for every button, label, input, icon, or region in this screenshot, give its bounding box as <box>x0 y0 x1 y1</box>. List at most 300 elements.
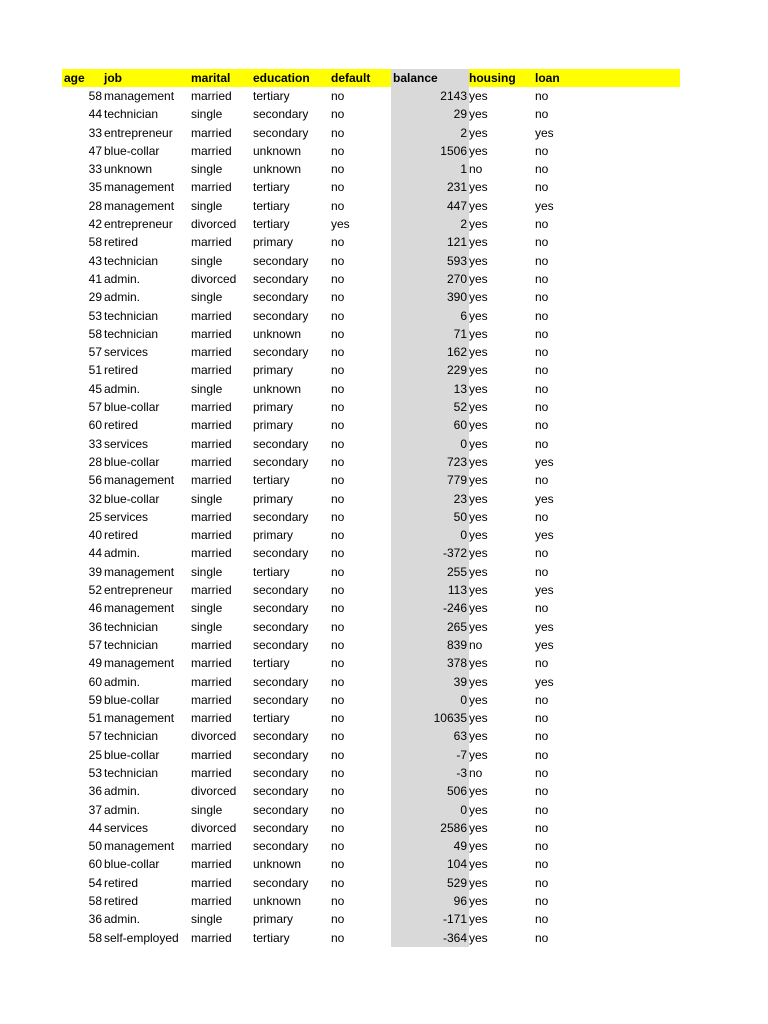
job-cell[interactable]: technician <box>104 308 159 323</box>
marital-cell[interactable]: single <box>191 601 223 616</box>
balance-cell[interactable]: 447 <box>391 197 469 215</box>
header-default[interactable]: default <box>331 71 371 85</box>
housing-cell[interactable]: yes <box>469 930 488 945</box>
default-cell[interactable]: no <box>331 894 345 909</box>
marital-cell[interactable]: divorced <box>191 217 237 232</box>
job-cell[interactable]: admin. <box>104 546 141 561</box>
marital-cell[interactable]: single <box>191 381 223 396</box>
loan-cell[interactable]: no <box>535 912 549 927</box>
job-cell[interactable]: management <box>104 198 175 213</box>
loan-cell[interactable]: yes <box>535 198 554 213</box>
loan-cell[interactable]: yes <box>535 637 554 652</box>
loan-cell[interactable]: no <box>535 802 549 817</box>
education-cell[interactable]: tertiary <box>253 473 290 488</box>
default-cell[interactable]: no <box>331 89 345 103</box>
age-cell[interactable]: 35 <box>88 180 102 195</box>
age-cell[interactable]: 36 <box>88 912 102 927</box>
job-cell[interactable]: retired <box>104 418 139 433</box>
default-cell[interactable]: no <box>331 546 345 561</box>
age-cell[interactable]: 33 <box>88 162 102 177</box>
education-cell[interactable]: secondary <box>253 802 309 817</box>
housing-cell[interactable]: yes <box>469 418 488 433</box>
housing-cell[interactable]: yes <box>469 509 488 524</box>
loan-cell[interactable]: yes <box>535 619 554 634</box>
job-cell[interactable]: blue-collar <box>104 692 160 707</box>
housing-cell[interactable]: yes <box>469 473 488 488</box>
job-cell[interactable]: entrepreneur <box>104 125 173 140</box>
education-cell[interactable]: tertiary <box>253 180 290 195</box>
marital-cell[interactable]: married <box>191 674 232 689</box>
housing-cell[interactable]: yes <box>469 363 488 378</box>
housing-cell[interactable]: yes <box>469 894 488 909</box>
education-cell[interactable]: secondary <box>253 125 309 140</box>
job-cell[interactable]: entrepreneur <box>104 583 173 598</box>
loan-cell[interactable]: no <box>535 308 549 323</box>
marital-cell[interactable]: single <box>191 107 223 122</box>
balance-cell[interactable]: 39 <box>391 673 469 691</box>
housing-cell[interactable]: yes <box>469 436 488 451</box>
default-cell[interactable]: no <box>331 820 345 835</box>
education-cell[interactable]: primary <box>253 418 294 433</box>
education-cell[interactable]: tertiary <box>253 198 290 213</box>
balance-cell[interactable]: -372 <box>391 544 469 562</box>
header-balance[interactable]: balance <box>391 69 469 87</box>
age-cell[interactable]: 40 <box>88 528 102 543</box>
balance-cell[interactable]: 231 <box>391 178 469 196</box>
default-cell[interactable]: no <box>331 784 345 799</box>
default-cell[interactable]: no <box>331 583 345 598</box>
age-cell[interactable]: 32 <box>88 491 102 506</box>
loan-cell[interactable]: no <box>535 546 549 561</box>
loan-cell[interactable]: yes <box>535 583 554 598</box>
education-cell[interactable]: secondary <box>253 583 309 598</box>
education-cell[interactable]: unknown <box>253 381 302 396</box>
job-cell[interactable]: technician <box>104 729 159 744</box>
marital-cell[interactable]: married <box>191 473 232 488</box>
job-cell[interactable]: retired <box>104 894 139 909</box>
balance-cell[interactable]: 71 <box>391 325 469 343</box>
housing-cell[interactable]: yes <box>469 839 488 854</box>
education-cell[interactable]: secondary <box>253 820 309 835</box>
job-cell[interactable]: retired <box>104 875 139 890</box>
housing-cell[interactable]: yes <box>469 381 488 396</box>
education-cell[interactable]: secondary <box>253 345 309 360</box>
marital-cell[interactable]: married <box>191 637 232 652</box>
education-cell[interactable]: secondary <box>253 546 309 561</box>
loan-cell[interactable]: no <box>535 162 549 177</box>
job-cell[interactable]: management <box>104 839 175 854</box>
loan-cell[interactable]: no <box>535 509 549 524</box>
education-cell[interactable]: secondary <box>253 839 309 854</box>
default-cell[interactable]: no <box>331 930 345 945</box>
job-cell[interactable]: management <box>104 473 175 488</box>
default-cell[interactable]: no <box>331 345 345 360</box>
job-cell[interactable]: technician <box>104 107 159 122</box>
job-cell[interactable]: services <box>104 436 149 451</box>
education-cell[interactable]: unknown <box>253 143 302 158</box>
education-cell[interactable]: secondary <box>253 271 309 286</box>
default-cell[interactable]: no <box>331 454 345 469</box>
age-cell[interactable]: 50 <box>88 839 102 854</box>
housing-cell[interactable]: yes <box>469 564 488 579</box>
balance-cell[interactable]: 52 <box>391 398 469 416</box>
default-cell[interactable]: no <box>331 637 345 652</box>
education-cell[interactable]: secondary <box>253 253 309 268</box>
loan-cell[interactable]: no <box>535 711 549 726</box>
age-cell[interactable]: 54 <box>88 875 102 890</box>
job-cell[interactable]: management <box>104 180 175 195</box>
job-cell[interactable]: blue-collar <box>104 400 160 415</box>
housing-cell[interactable]: yes <box>469 180 488 195</box>
housing-cell[interactable]: yes <box>469 656 488 671</box>
age-cell[interactable]: 53 <box>88 308 102 323</box>
marital-cell[interactable]: married <box>191 180 232 195</box>
job-cell[interactable]: management <box>104 89 175 103</box>
job-cell[interactable]: admin. <box>104 674 141 689</box>
housing-cell[interactable]: yes <box>469 253 488 268</box>
balance-cell[interactable]: -246 <box>391 599 469 617</box>
loan-cell[interactable]: no <box>535 692 549 707</box>
balance-cell[interactable]: 96 <box>391 892 469 910</box>
marital-cell[interactable]: married <box>191 528 232 543</box>
default-cell[interactable]: no <box>331 711 345 726</box>
age-cell[interactable]: 51 <box>88 363 102 378</box>
default-cell[interactable]: yes <box>331 217 350 232</box>
default-cell[interactable]: no <box>331 253 345 268</box>
age-cell[interactable]: 58 <box>88 326 102 341</box>
age-cell[interactable]: 57 <box>88 729 102 744</box>
housing-cell[interactable]: yes <box>469 400 488 415</box>
education-cell[interactable]: primary <box>253 528 294 543</box>
job-cell[interactable]: blue-collar <box>104 491 160 506</box>
age-cell[interactable]: 59 <box>88 692 102 707</box>
loan-cell[interactable]: no <box>535 180 549 195</box>
housing-cell[interactable]: no <box>469 765 483 780</box>
header-education[interactable]: education <box>253 71 310 85</box>
default-cell[interactable]: no <box>331 162 345 177</box>
balance-cell[interactable]: 104 <box>391 855 469 873</box>
header-job[interactable]: job <box>104 71 122 85</box>
marital-cell[interactable]: single <box>191 198 223 213</box>
marital-cell[interactable]: married <box>191 326 232 341</box>
housing-cell[interactable]: yes <box>469 125 488 140</box>
balance-cell[interactable]: 529 <box>391 874 469 892</box>
default-cell[interactable]: no <box>331 765 345 780</box>
loan-cell[interactable]: no <box>535 839 549 854</box>
loan-cell[interactable]: no <box>535 418 549 433</box>
job-cell[interactable]: services <box>104 509 149 524</box>
loan-cell[interactable]: no <box>535 345 549 360</box>
default-cell[interactable]: no <box>331 180 345 195</box>
job-cell[interactable]: blue-collar <box>104 454 160 469</box>
job-cell[interactable]: admin. <box>104 381 141 396</box>
age-cell[interactable]: 25 <box>88 747 102 762</box>
housing-cell[interactable]: yes <box>469 692 488 707</box>
balance-cell[interactable]: 162 <box>391 343 469 361</box>
loan-cell[interactable]: no <box>535 857 549 872</box>
loan-cell[interactable]: yes <box>535 454 554 469</box>
default-cell[interactable]: no <box>331 528 345 543</box>
age-cell[interactable]: 57 <box>88 400 102 415</box>
loan-cell[interactable]: no <box>535 765 549 780</box>
age-cell[interactable]: 29 <box>88 290 102 305</box>
age-cell[interactable]: 60 <box>88 857 102 872</box>
job-cell[interactable]: entrepreneur <box>104 217 173 232</box>
age-cell[interactable]: 47 <box>88 143 102 158</box>
job-cell[interactable]: technician <box>104 765 159 780</box>
housing-cell[interactable]: yes <box>469 802 488 817</box>
housing-cell[interactable]: no <box>469 637 483 652</box>
marital-cell[interactable]: married <box>191 857 232 872</box>
loan-cell[interactable]: no <box>535 564 549 579</box>
marital-cell[interactable]: single <box>191 619 223 634</box>
balance-cell[interactable]: 506 <box>391 782 469 800</box>
age-cell[interactable]: 33 <box>88 125 102 140</box>
balance-cell[interactable]: 1506 <box>391 142 469 160</box>
housing-cell[interactable]: no <box>469 162 483 177</box>
loan-cell[interactable]: no <box>535 875 549 890</box>
housing-cell[interactable]: yes <box>469 546 488 561</box>
job-cell[interactable]: blue-collar <box>104 143 160 158</box>
age-cell[interactable]: 25 <box>88 509 102 524</box>
default-cell[interactable]: no <box>331 912 345 927</box>
default-cell[interactable]: no <box>331 198 345 213</box>
default-cell[interactable]: no <box>331 619 345 634</box>
balance-cell[interactable]: 0 <box>391 691 469 709</box>
loan-cell[interactable]: no <box>535 784 549 799</box>
marital-cell[interactable]: married <box>191 656 232 671</box>
loan-cell[interactable]: no <box>535 400 549 415</box>
age-cell[interactable]: 58 <box>88 235 102 250</box>
marital-cell[interactable]: married <box>191 546 232 561</box>
marital-cell[interactable]: single <box>191 162 223 177</box>
balance-cell[interactable]: 63 <box>391 727 469 745</box>
housing-cell[interactable]: yes <box>469 454 488 469</box>
balance-cell[interactable]: 0 <box>391 435 469 453</box>
marital-cell[interactable]: married <box>191 875 232 890</box>
balance-cell[interactable]: 23 <box>391 490 469 508</box>
header-marital[interactable]: marital <box>191 71 231 85</box>
marital-cell[interactable]: single <box>191 491 223 506</box>
job-cell[interactable]: management <box>104 564 175 579</box>
marital-cell[interactable]: divorced <box>191 784 237 799</box>
marital-cell[interactable]: married <box>191 509 232 524</box>
housing-cell[interactable]: yes <box>469 235 488 250</box>
education-cell[interactable]: secondary <box>253 308 309 323</box>
balance-cell[interactable]: 29 <box>391 105 469 123</box>
balance-cell[interactable]: 0 <box>391 801 469 819</box>
balance-cell[interactable]: 10635 <box>391 709 469 727</box>
housing-cell[interactable]: yes <box>469 308 488 323</box>
job-cell[interactable]: management <box>104 711 175 726</box>
loan-cell[interactable]: no <box>535 143 549 158</box>
marital-cell[interactable]: married <box>191 454 232 469</box>
loan-cell[interactable]: yes <box>535 491 554 506</box>
age-cell[interactable]: 42 <box>88 217 102 232</box>
education-cell[interactable]: tertiary <box>253 930 290 945</box>
default-cell[interactable]: no <box>331 656 345 671</box>
housing-cell[interactable]: yes <box>469 784 488 799</box>
balance-cell[interactable]: 390 <box>391 288 469 306</box>
job-cell[interactable]: services <box>104 345 149 360</box>
housing-cell[interactable]: yes <box>469 747 488 762</box>
marital-cell[interactable]: divorced <box>191 271 237 286</box>
education-cell[interactable]: tertiary <box>253 564 290 579</box>
default-cell[interactable]: no <box>331 875 345 890</box>
loan-cell[interactable]: no <box>535 729 549 744</box>
age-cell[interactable]: 33 <box>88 436 102 451</box>
housing-cell[interactable]: yes <box>469 528 488 543</box>
housing-cell[interactable]: yes <box>469 912 488 927</box>
marital-cell[interactable]: single <box>191 290 223 305</box>
age-cell[interactable]: 58 <box>88 89 102 103</box>
default-cell[interactable]: no <box>331 143 345 158</box>
balance-cell[interactable]: -171 <box>391 910 469 928</box>
loan-cell[interactable]: no <box>535 290 549 305</box>
loan-cell[interactable]: no <box>535 381 549 396</box>
default-cell[interactable]: no <box>331 271 345 286</box>
age-cell[interactable]: 37 <box>88 802 102 817</box>
age-cell[interactable]: 58 <box>88 930 102 945</box>
balance-cell[interactable]: 2 <box>391 215 469 233</box>
age-cell[interactable]: 36 <box>88 784 102 799</box>
housing-cell[interactable]: yes <box>469 217 488 232</box>
loan-cell[interactable]: no <box>535 930 549 945</box>
balance-cell[interactable]: 270 <box>391 270 469 288</box>
education-cell[interactable]: tertiary <box>253 217 290 232</box>
education-cell[interactable]: secondary <box>253 619 309 634</box>
balance-cell[interactable]: 60 <box>391 416 469 434</box>
marital-cell[interactable]: married <box>191 765 232 780</box>
job-cell[interactable]: technician <box>104 619 159 634</box>
marital-cell[interactable]: married <box>191 692 232 707</box>
default-cell[interactable]: no <box>331 381 345 396</box>
education-cell[interactable]: secondary <box>253 747 309 762</box>
balance-cell[interactable]: 229 <box>391 361 469 379</box>
loan-cell[interactable]: no <box>535 473 549 488</box>
marital-cell[interactable]: married <box>191 345 232 360</box>
balance-cell[interactable]: 779 <box>391 471 469 489</box>
loan-cell[interactable]: no <box>535 271 549 286</box>
job-cell[interactable]: unknown <box>104 162 153 177</box>
job-cell[interactable]: technician <box>104 253 159 268</box>
balance-cell[interactable]: 723 <box>391 453 469 471</box>
job-cell[interactable]: blue-collar <box>104 747 160 762</box>
marital-cell[interactable]: single <box>191 564 223 579</box>
education-cell[interactable]: secondary <box>253 436 309 451</box>
balance-cell[interactable]: 2143 <box>391 87 469 105</box>
default-cell[interactable]: no <box>331 729 345 744</box>
job-cell[interactable]: management <box>104 656 175 671</box>
education-cell[interactable]: primary <box>253 363 294 378</box>
marital-cell[interactable]: married <box>191 894 232 909</box>
age-cell[interactable]: 43 <box>88 253 102 268</box>
default-cell[interactable]: no <box>331 601 345 616</box>
default-cell[interactable]: no <box>331 674 345 689</box>
marital-cell[interactable]: married <box>191 235 232 250</box>
loan-cell[interactable]: no <box>535 253 549 268</box>
education-cell[interactable]: secondary <box>253 107 309 122</box>
education-cell[interactable]: secondary <box>253 637 309 652</box>
education-cell[interactable]: secondary <box>253 729 309 744</box>
balance-cell[interactable]: 1 <box>391 160 469 178</box>
loan-cell[interactable]: no <box>535 820 549 835</box>
balance-cell[interactable]: 2586 <box>391 819 469 837</box>
default-cell[interactable]: no <box>331 308 345 323</box>
balance-cell[interactable]: 121 <box>391 233 469 251</box>
housing-cell[interactable]: yes <box>469 271 488 286</box>
loan-cell[interactable]: no <box>535 89 549 103</box>
balance-cell[interactable]: 378 <box>391 654 469 672</box>
default-cell[interactable]: no <box>331 290 345 305</box>
education-cell[interactable]: secondary <box>253 601 309 616</box>
marital-cell[interactable]: married <box>191 125 232 140</box>
balance-cell[interactable]: 593 <box>391 252 469 270</box>
loan-cell[interactable]: yes <box>535 674 554 689</box>
marital-cell[interactable]: single <box>191 802 223 817</box>
age-cell[interactable]: 60 <box>88 418 102 433</box>
housing-cell[interactable]: yes <box>469 491 488 506</box>
education-cell[interactable]: tertiary <box>253 711 290 726</box>
housing-cell[interactable]: yes <box>469 875 488 890</box>
marital-cell[interactable]: divorced <box>191 820 237 835</box>
job-cell[interactable]: admin. <box>104 271 141 286</box>
balance-cell[interactable]: 113 <box>391 581 469 599</box>
housing-cell[interactable]: yes <box>469 820 488 835</box>
default-cell[interactable]: no <box>331 692 345 707</box>
marital-cell[interactable]: married <box>191 711 232 726</box>
job-cell[interactable]: retired <box>104 363 139 378</box>
marital-cell[interactable]: married <box>191 89 232 103</box>
age-cell[interactable]: 60 <box>88 674 102 689</box>
age-cell[interactable]: 56 <box>88 473 102 488</box>
header-age[interactable]: age <box>64 71 85 85</box>
housing-cell[interactable]: yes <box>469 326 488 341</box>
header-loan[interactable]: loan <box>535 71 560 85</box>
marital-cell[interactable]: married <box>191 930 232 945</box>
housing-cell[interactable]: yes <box>469 143 488 158</box>
marital-cell[interactable]: married <box>191 418 232 433</box>
housing-cell[interactable]: yes <box>469 345 488 360</box>
education-cell[interactable]: unknown <box>253 894 302 909</box>
job-cell[interactable]: admin. <box>104 784 141 799</box>
default-cell[interactable]: no <box>331 125 345 140</box>
education-cell[interactable]: unknown <box>253 326 302 341</box>
balance-cell[interactable]: -3 <box>391 764 469 782</box>
job-cell[interactable]: technician <box>104 637 159 652</box>
housing-cell[interactable]: yes <box>469 674 488 689</box>
education-cell[interactable]: primary <box>253 400 294 415</box>
default-cell[interactable]: no <box>331 857 345 872</box>
default-cell[interactable]: no <box>331 839 345 854</box>
housing-cell[interactable]: yes <box>469 290 488 305</box>
education-cell[interactable]: secondary <box>253 674 309 689</box>
education-cell[interactable]: secondary <box>253 765 309 780</box>
age-cell[interactable]: 53 <box>88 765 102 780</box>
age-cell[interactable]: 45 <box>88 381 102 396</box>
marital-cell[interactable]: married <box>191 308 232 323</box>
age-cell[interactable]: 49 <box>88 656 102 671</box>
education-cell[interactable]: primary <box>253 491 294 506</box>
default-cell[interactable]: no <box>331 326 345 341</box>
balance-cell[interactable]: 13 <box>391 380 469 398</box>
age-cell[interactable]: 36 <box>88 619 102 634</box>
default-cell[interactable]: no <box>331 802 345 817</box>
age-cell[interactable]: 51 <box>88 711 102 726</box>
job-cell[interactable]: blue-collar <box>104 857 160 872</box>
header-housing[interactable]: housing <box>469 69 533 87</box>
default-cell[interactable]: no <box>331 418 345 433</box>
